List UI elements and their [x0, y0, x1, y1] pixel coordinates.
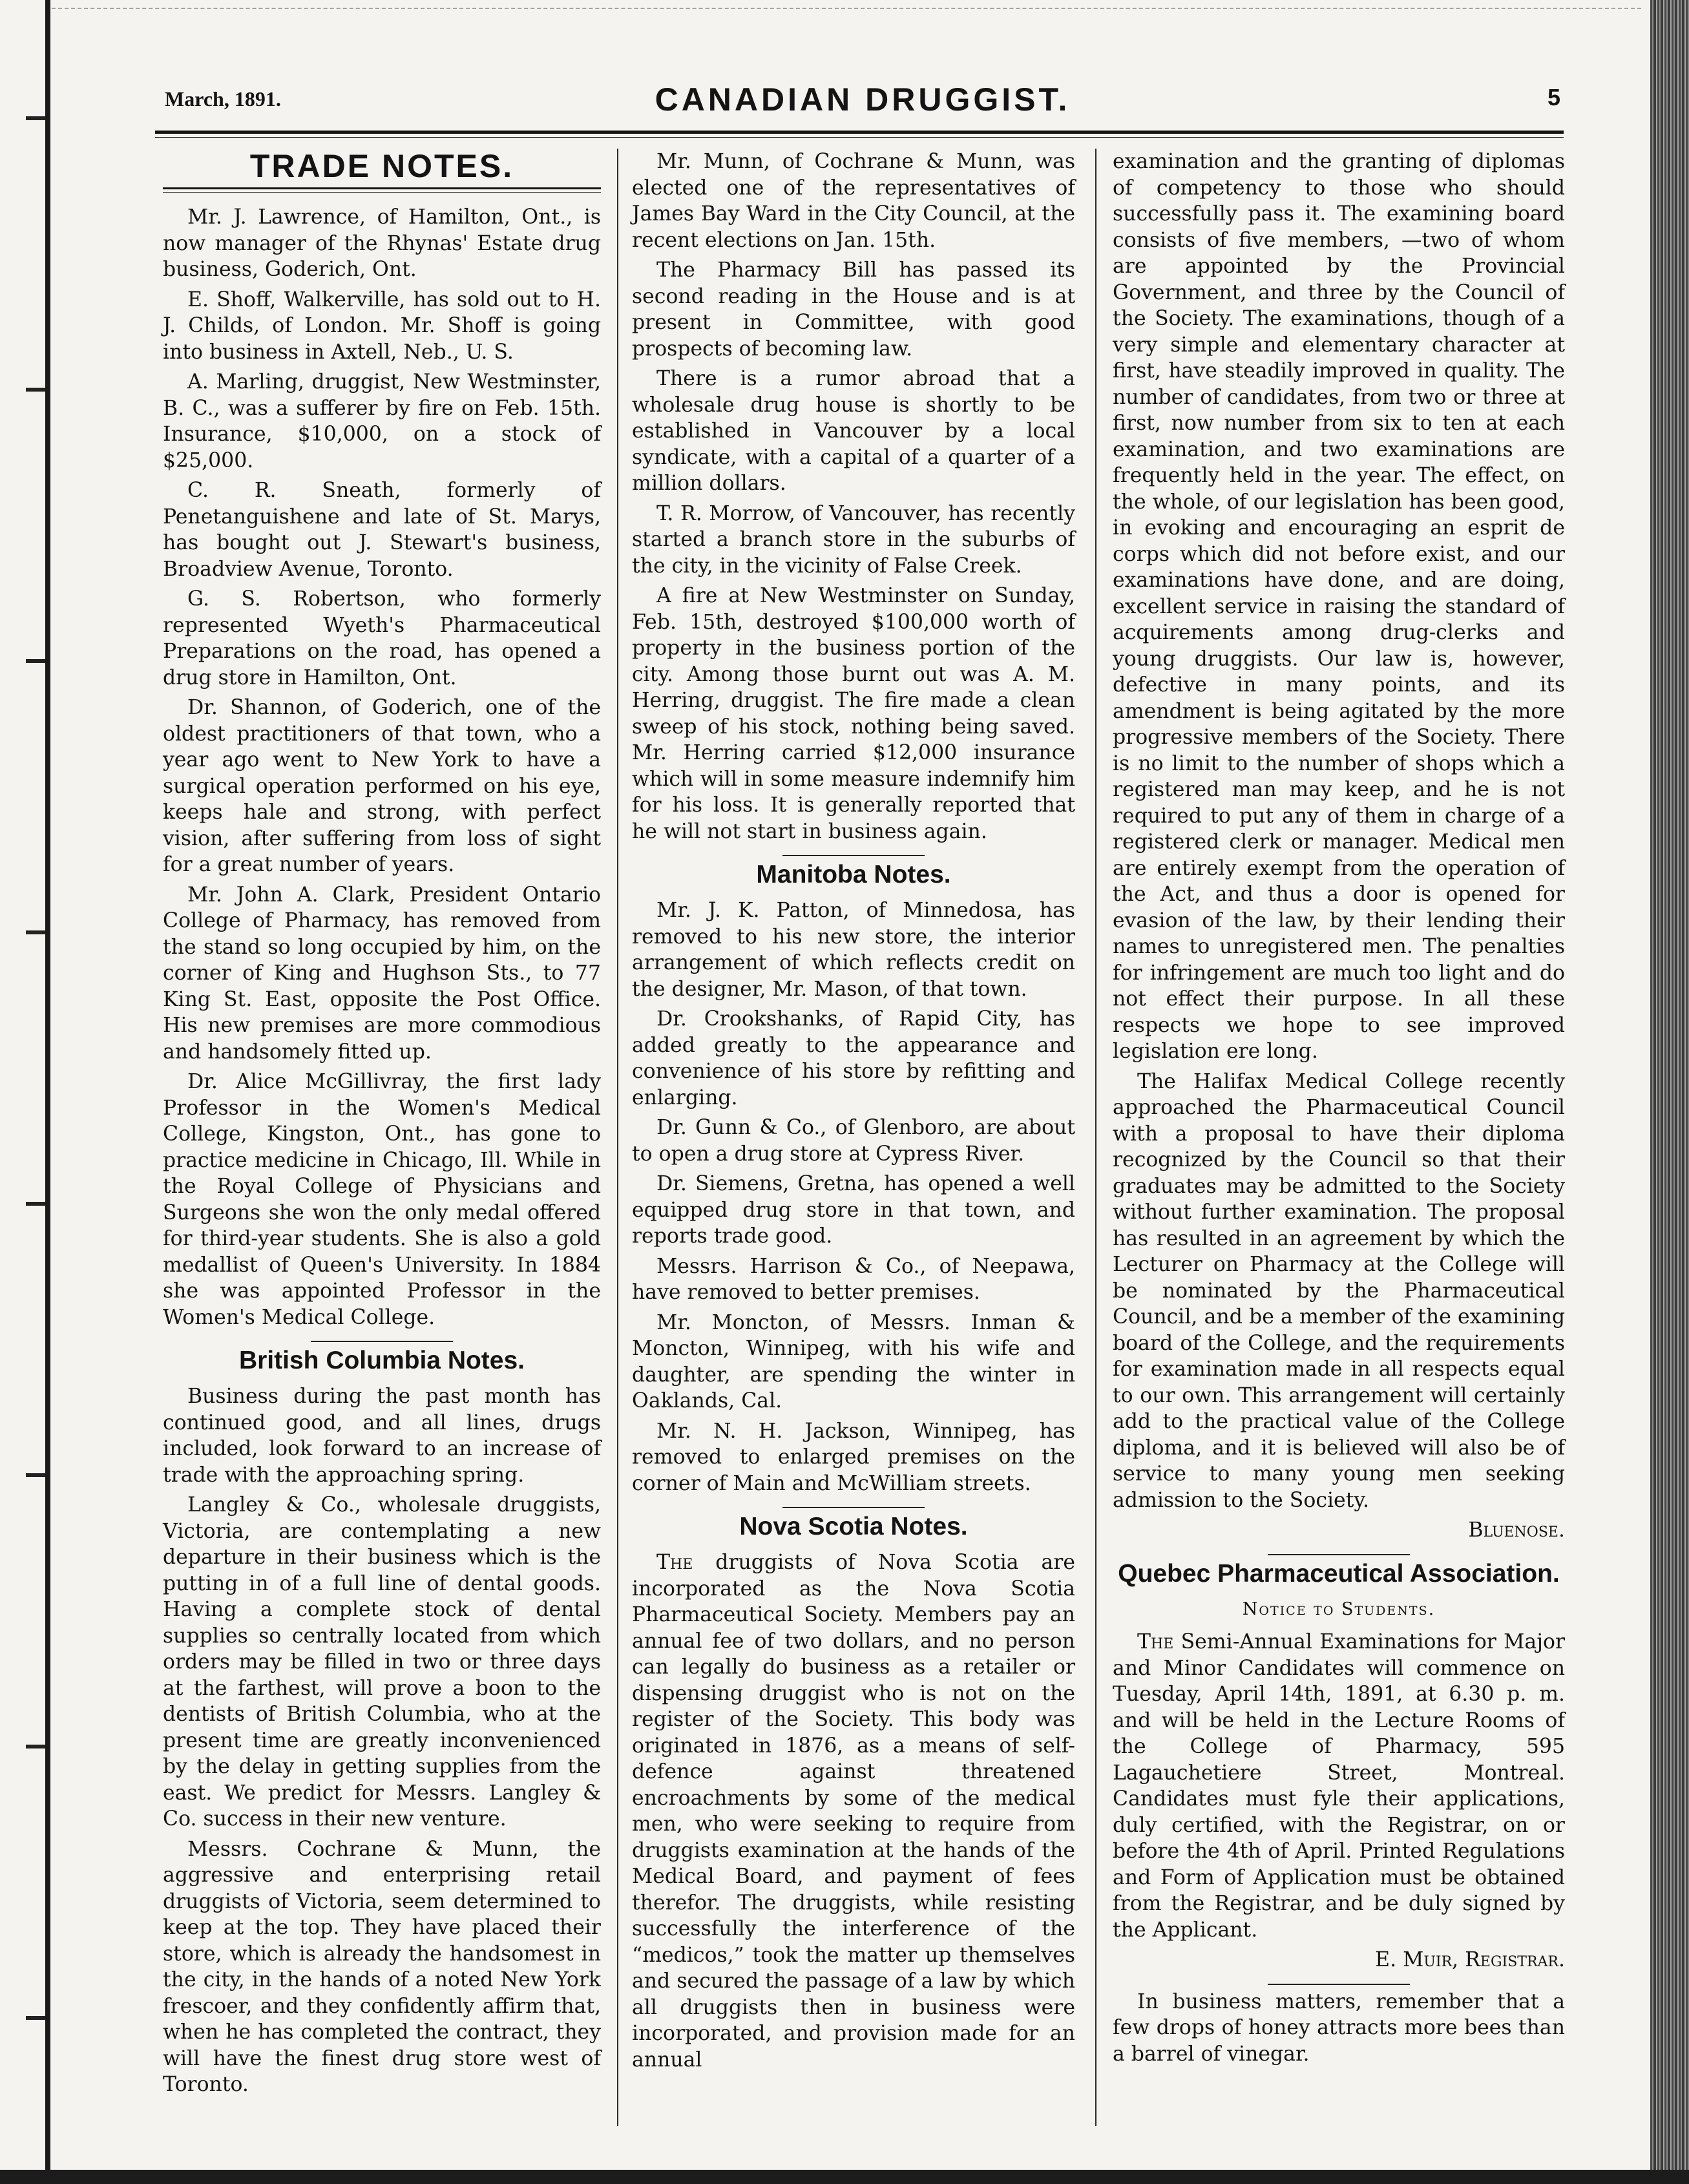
section-divider — [782, 1507, 925, 1508]
article-paragraph — [1113, 1629, 1565, 1943]
article-paragraph: Dr. Alice McGillivray, the first lady Professor in the Women's Medical College, Kingston, Ont., has gone to practice medicine in Chicago, Ill. While in the Royal College of Physicians and Surgeons she won the only medal offered for third-year students. She is also a gold medallist of Queen's University. In 1884 she was appointed Professor in the Women's Medical College. — [163, 1070, 601, 1329]
article-paragraph: There is a rumor abroad that a wholesale drug house is shortly to be established in Vancouver by a local syndicate, with a capital of a quarter of a million dollars. — [632, 367, 1075, 495]
lead-word: The — [656, 1551, 693, 1574]
article-paragraph: Mr. John A. Clark, President Ontario College of Pharmacy, has removed from the stand so long occupied by him, on the corner of King and Hughson Sts., to 77 King St. East, opposite the Post Office. His new premises are more commodious and handsomely fitted up. — [163, 883, 601, 1064]
british-columbia-heading: British Columbia Notes. — [238, 1347, 525, 1374]
article-paragraph: Business during the past month has continued good, and all lines, drugs included, look forward to an increase of trade with the approaching spring. — [163, 1385, 601, 1487]
quebec-association-heading: Quebec Pharmaceutical Association. — [1118, 1559, 1560, 1588]
nova-scotia-heading: Nova Scotia Notes. — [739, 1513, 968, 1540]
scan-binding-marks — [26, 0, 45, 2184]
signature: E. Muir, Registrar. — [1375, 1948, 1565, 1971]
scan-left-edge — [0, 0, 50, 2184]
article-paragraph: Mr. Moncton, of Messrs. Inman & Moncton, Winnipeg, with his wife and daughter, are spending the winter in Oaklands, Cal. — [632, 1310, 1075, 1412]
scan-left-border — [45, 0, 50, 2184]
article-paragraph: A fire at New Westminster on Sunday, Feb. 15th, destroyed $100,000 worth of property in the business portion of the city. Among those burnt out was A. M. Herring, druggist. The fire made a clean sweep of his stock, nothing being saved. Mr. Herring carried $12,000 insurance which will in some measure indemnify him for his loss. It is generally reported that he will not start in business again. — [632, 584, 1075, 843]
section-divider — [311, 1341, 453, 1342]
trade-notes-heading: TRADE NOTES. — [249, 148, 514, 184]
article-paragraph: C. R. Sneath, formerly of Penetanguishene and late of St. Marys, has bought out J. Stewart's business, Broadview Avenue, Toronto. — [163, 479, 601, 581]
article-paragraph: Messrs. Harrison & Co., of Neepawa, have removed to better premises. — [632, 1254, 1075, 1304]
section-divider — [782, 855, 925, 856]
article-paragraph: Dr. Siemens, Gretna, has opened a well equipped drug store in that town, and reports trade good. — [632, 1172, 1075, 1248]
column-rule-1 — [617, 149, 618, 2126]
lead-word: The — [1137, 1630, 1174, 1654]
article-paragraph: Messrs. Cochrane & Munn, the aggressive and enterprising retail druggists of Victoria, seem determined to keep at the top. They have placed their store, which is already the handsomest in the city, in the hands of a noted New York frescoer, and they confidently affirm that, when he has completed the contract, they will have the finest drug store west of Toronto. — [163, 1837, 601, 2096]
section-divider — [1268, 1554, 1410, 1555]
header-rule — [155, 131, 1564, 134]
article-paragraph: Mr. N. H. Jackson, Winnipeg, has removed to enlarged premises on the corner of Main and McWilliam streets. — [632, 1419, 1075, 1495]
column-rule-2 — [1095, 149, 1096, 2126]
paragraph-text: Semi-Annual Examinations for Major and Minor Candidates will commence on Tuesday, April 14th, 1891, at 6.30 p. m. and will be held in the Lecture Rooms of the College of Pharmacy, 595 Lagauchetiere Street, Montreal. Candidates must fyle their applications, duly certified, with the Registrar, on or before the 4th of April. Printed Regulations and Form of Application must be obtained from the Registrar, and be duly signed by the Applicant. — [1113, 1630, 1565, 1942]
article-paragraph: In business matters, remember that a few drops of honey attracts more bees than a barrel of vinegar. — [1113, 1990, 1565, 2066]
article-paragraph: The Pharmacy Bill has passed its second reading in the House and is at present in Committee, with good prospects of becoming law. — [632, 258, 1075, 361]
signature: Bluenose. — [1468, 1518, 1565, 1542]
page-header — [165, 81, 1560, 120]
manitoba-heading: Manitoba Notes. — [756, 861, 951, 888]
article-paragraph: G. S. Robertson, who formerly represented Wyeth's Pharmaceutical Preparations on the road, has opened a drug store in Hamilton, Ont. — [163, 587, 601, 689]
article-paragraph: Mr. J. K. Patton, of Minnedosa, has removed to his new store, the interior arrangement of which reflects credit on the designer, Mr. Mason, of that town. — [632, 899, 1075, 1001]
section-divider — [1268, 1984, 1410, 1985]
article-paragraph: Dr. Shannon, of Goderich, one of the oldest practitioners of that town, who a year ago went to New York to have a surgical operation performed on his eye, keeps hale and strong, with perfect vision, after suffering from loss of sight for a great number of years. — [163, 696, 601, 876]
paragraph-text: druggists of Nova Scotia are incorporated as the Nova Scotia Pharmaceutical Society. Members pay an annual fee of two dollars, and no person can legally do business as a retailer or dispensing druggist who is not on the register of the Society. This body was originated in 1876, as a means of self-defence against threatened encroachments by some of the medical men, who were seeking to require from druggists examination at the hands of the Medical Board, and payment of fees therefor. The druggists, while resisting successfully the interference of the “medicos,” took the matter up themselves and secured the passage of a law by which all druggists then in business were incorporated, and provision made for an annual — [632, 1551, 1075, 2072]
column-2 — [632, 149, 1075, 2077]
scan-top-edge — [52, 8, 1641, 9]
article-paragraph: A. Marling, druggist, New Westminster, B. C., was a sufferer by fire on Feb. 15th. Insurance, $10,000, on a stock of $25,000. — [163, 370, 601, 472]
page-number: 5 — [1547, 84, 1560, 110]
scan-bottom-edge — [0, 2170, 1689, 2184]
column-3 — [1113, 149, 1565, 2071]
article-paragraph: T. R. Morrow, of Vancouver, has recently started a branch store in the suburbs of the city, in the vicinity of False Creek. — [632, 501, 1075, 578]
heading-rule — [163, 187, 601, 193]
article-paragraph: examination and the granting of diplomas of competency to those who should successfully pass it. The examining board consists of five members, —two of whom are appointed by the Provincial Government, and three by the Council of the Society. The examinations, though of a very simple and elementary character at first, have steadily improved in quality. The number of candidates, from two or three at first, now number from six to ten at each examination, and two examinations are frequently held in the year. The effect, on the whole, of our legislation has been good, in evoking and encouraging an esprit de corps which did not before exist, and our examinations have done, and are doing, excellent service in raising the standard of acquirements among drug-clerks and young druggists. Our law is, however, defective in many points, and its amendment is being agitated by the more progressive members of the Society. There is no limit to the number of shops which a registered man may keep, and he is not required to put any of them in charge of a registered clerk or manager. Medical men are entirely exempt from the operation of the Act, and thus a door is opened for evasion of the law, by their lending their names to unregistered men. The penalties for infringement are much too light and do not effect their purpose. In all these respects we hope to see improved legislation ere long. — [1113, 150, 1565, 1063]
article-paragraph: The Halifax Medical College recently approached the Pharmaceutical Council with a proposal to have their diploma recognized by the Council so that their graduates may be admitted to the Society without further examination. The proposal has resulted in an agreement by which the Lecturer on Pharmacy at the College will be nominated by the Pharmaceutical Council, and be a member of the examining board of the College, and the requirements for examination made in all respects equal to our own. This arrangement will certainly add to the practical value of the College diploma, and it is believed will also be of service to many young men seeking admission to the Society. — [1113, 1069, 1565, 1512]
article-paragraph: E. Shoff, Walkerville, has sold out to H. J. Childs, of London. Mr. Shoff is going into business in Axtell, Neb., U. S. — [163, 288, 601, 364]
article-paragraph: Dr. Gunn & Co., of Glenboro, are about to open a drug store at Cypress River. — [632, 1116, 1075, 1166]
article-paragraph: Langley & Co., wholesale druggists, Victoria, are contemplating a new departure in their business which is the putting in of a full line of dental goods. Having a complete stock of dental supplies so centrally located from which orders may be filled in two or three days at the farthest, will prove a boon to the dentists of British Columbia, who at the present time are greatly inconvenienced by the delay in getting supplies from the east. We predict for Messrs. Langley & Co. success in their new venture. — [163, 1493, 601, 1831]
masthead-title: CANADIAN DRUGGIST. — [655, 81, 1071, 118]
article-paragraph — [632, 1549, 1075, 2073]
notice-heading: Notice to Students. — [1242, 1599, 1436, 1619]
scan-right-edge — [1650, 0, 1689, 2184]
article-paragraph: Mr. J. Lawrence, of Hamilton, Ont., is now manager of the Rhynas' Estate drug business, Goderich, Ont. — [163, 205, 601, 281]
header-rule-thin — [155, 137, 1564, 138]
issue-date: March, 1891. — [165, 87, 281, 110]
column-1 — [163, 149, 601, 2102]
article-paragraph: Mr. Munn, of Cochrane & Munn, was elected one of the representatives of James Bay Ward in the City Council, at the recent elections on Jan. 15th. — [632, 150, 1075, 252]
article-paragraph: Dr. Crookshanks, of Rapid City, has added greatly to the appearance and convenience of his store by refitting and enlarging. — [632, 1007, 1075, 1109]
